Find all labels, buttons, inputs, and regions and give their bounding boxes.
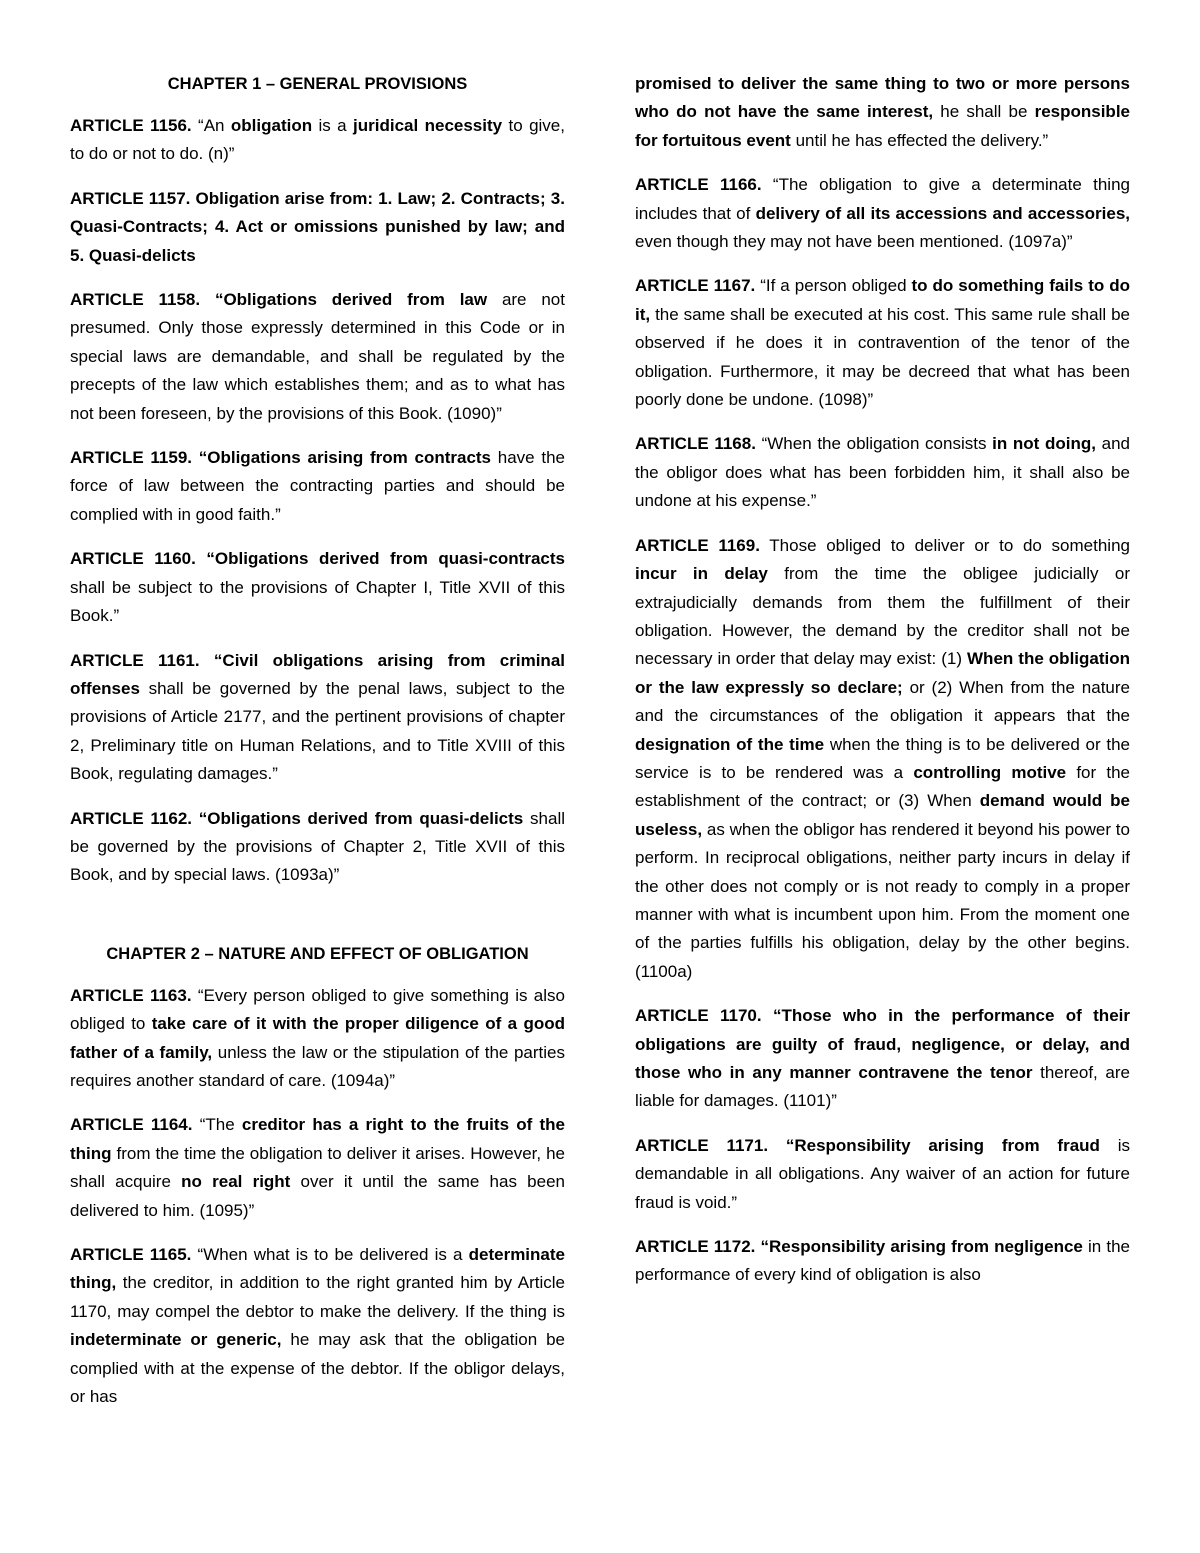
article-bold-text: “Obligations arising from contracts <box>192 448 492 468</box>
article-1156 <box>70 112 565 169</box>
article-label: ARTICLE 1157. <box>70 188 191 208</box>
article-label: ARTICLE 1161. <box>70 650 200 670</box>
article-text: “An <box>191 116 231 135</box>
article-bold-text: determinate thing, <box>70 1245 565 1293</box>
article-text: or (2) When from the nature and the circumstances of the obligation it appears that the <box>635 677 1130 726</box>
article-bold-text: in not doing, <box>992 434 1096 454</box>
right-column <box>635 70 1130 1306</box>
article-label: ARTICLE 1171. <box>635 1135 769 1155</box>
article-text: “When what is to be delivered is a <box>191 1245 469 1264</box>
article-text: “If a person obliged <box>755 276 912 296</box>
article-label: ARTICLE 1168. <box>635 434 756 454</box>
article-text: for the establishment of the contract; or (3) When <box>635 762 1130 811</box>
article-bold-text: “Obligations derived from quasi-delicts <box>192 808 524 828</box>
article-bold-text: promised to deliver the same thing to two or more persons who do not have the same interest, <box>635 74 1130 122</box>
article-text: the creditor, in addition to the right granted him by Article 1170, may compel the debtor to make the delivery. If the thing is <box>70 1273 565 1321</box>
article-bold-text: indeterminate or generic, <box>70 1330 282 1350</box>
article-label: ARTICLE 1160. <box>70 549 196 569</box>
article-text: and the obligor does what has been forbidden him, it shall also be undone at his expense.” <box>635 434 1131 511</box>
article-label: ARTICLE 1163. <box>70 985 192 1005</box>
article-1164 <box>70 1111 565 1225</box>
article-1169 <box>635 532 1130 987</box>
article-text: have the force of law between the contracting parties and should be complied with in good faith.” <box>70 448 565 524</box>
article-1165-part2 <box>635 70 1130 155</box>
article-text: until he has effected the delivery.” <box>790 130 1049 150</box>
article-1158 <box>70 286 565 428</box>
article-text: he shall be <box>933 102 1035 122</box>
article-bold-text: no real right <box>181 1172 291 1192</box>
article-text: is demandable in all obligations. Any waiver of an action for future fraud is void.” <box>635 1135 1130 1212</box>
article-text: “When the obligation consists <box>755 434 993 454</box>
article-text: shall be governed by the provisions of Chapter 2, Title XVII of this Book, and by special laws. (1093a)” <box>70 808 565 885</box>
article-1163 <box>70 982 565 1096</box>
article-text: thereof, are liable for damages. (1101)” <box>635 1063 1131 1111</box>
article-text: shall be governed by the penal laws, subject to the provisions of Article 2177, and the pertinent provisions of chapter 2, Preliminary title on Human Relations, and to Title XVIII of this Book, regulating damages.” <box>70 678 565 784</box>
left-column <box>70 70 565 1411</box>
article-bold-text: When the obligation or the law expressly so declare; <box>635 649 1131 697</box>
chapter-spacer <box>70 906 565 940</box>
article-bold-text: Obligations derived from law <box>223 290 488 310</box>
article-text: as when the obligor has rendered it beyond his power to perform. In reciprocal obligations, neither party incurs in delay if the other does not comply or is not ready to comply in a proper manner with what is incumbent upon him. From the moment one of the parties fulfills his obligation, delay by the other begins. (1100a) <box>635 819 1130 981</box>
article-bold-text: creditor has a right to the fruits of the thing <box>70 1115 565 1163</box>
article-bold-text: responsible for fortuitous event <box>635 102 1130 150</box>
article-bold-text: designation of the time <box>635 734 825 754</box>
article-label: ARTICLE 1172. <box>635 1237 756 1257</box>
article-1167 <box>635 272 1130 414</box>
article-label: ARTICLE 1158. <box>70 290 201 310</box>
article-1160 <box>70 545 565 630</box>
article-text: to give, to do or not to do. (n)” <box>70 116 565 164</box>
article-bold-text: “Obligations derived from quasi-contracts <box>195 549 565 569</box>
article-text: from the time the obligee judicially or extrajudicially demands from them the fulfillment of their obligation. However, the demand by the creditor shall not be necessary in order that delay may exist: (1) <box>635 564 1130 669</box>
article-1162 <box>70 805 565 890</box>
article-text: “The obligation to give a determinate thing includes that of <box>635 175 1130 223</box>
article-1170 <box>635 1002 1130 1116</box>
article-text: from the time the obligation to deliver it arises. However, he shall acquire <box>70 1143 565 1192</box>
article-bold-text: juridical necessity <box>353 116 503 135</box>
chapter2-heading: CHAPTER 2 – NATURE AND EFFECT OF OBLIGATION <box>106 944 529 963</box>
article-bold-text: delivery of all its accessions and accessories, <box>755 203 1130 223</box>
article-text: is a <box>312 116 354 135</box>
article-bold-text: obligation <box>230 116 313 135</box>
article-bold-text: take care of it with the proper diligence of a good father of a family, <box>70 1014 565 1062</box>
article-text: “ <box>200 290 224 310</box>
article-text: Those obliged to deliver or to do something <box>759 535 1130 555</box>
article-label: ARTICLE 1159. <box>70 448 193 468</box>
article-label: ARTICLE 1162. <box>70 808 193 828</box>
article-label: ARTICLE 1156. <box>70 116 192 135</box>
article-1168 <box>635 430 1130 515</box>
article-bold-text: incur in delay <box>635 564 768 584</box>
article-text: shall be subject to the provisions of Chapter I, Title XVII of this Book.” <box>70 577 565 626</box>
article-label: ARTICLE 1164. <box>70 1115 193 1135</box>
article-label: ARTICLE 1165. <box>70 1245 192 1264</box>
article-text: unless the law or the stipulation of the parties requires another standard of care. (1094a)” <box>70 1042 565 1090</box>
article-1159 <box>70 444 565 529</box>
article-text: even though they may not have been mentioned. (1097a)” <box>635 232 1073 252</box>
article-text: “Every person obliged to give something is also obliged to <box>70 985 565 1034</box>
article-text: in the performance of every kind of obligation is also <box>635 1237 1130 1285</box>
article-1166 <box>635 171 1130 256</box>
article-bold-text: “Those who in the performance of their obligations are guilty of fraud, negligence, or delay, and those who in any manner contravene the tenor <box>635 1006 1130 1082</box>
article-bold-text: “Civil obligations arising from criminal offenses <box>70 650 565 698</box>
article-label: ARTICLE 1169. <box>635 535 760 555</box>
article-1172 <box>635 1233 1130 1290</box>
article-text: over it until the same has been delivered to him. (1095)” <box>70 1172 565 1220</box>
article-bold-text: demand would be useless, <box>635 791 1131 839</box>
article-bold-text: “Responsibility arising from fraud <box>768 1135 1100 1155</box>
article-text: are not presumed. Only those expressly determined in this Code or in special laws are demandable, and shall be regulated by the precepts of the law which establishes them; and as to what has not been foreseen, by the provisions of this Book. (1090)” <box>70 290 565 423</box>
article-label: ARTICLE 1170. <box>635 1006 762 1026</box>
article-1165-part1 <box>70 1241 565 1411</box>
article-bold-text: controlling motive <box>913 762 1067 782</box>
article-label: ARTICLE 1167. <box>635 276 756 296</box>
article-bold-text: Obligation arise from: 1. Law; 2. Contracts; 3. Quasi-Contracts; 4. Act or omissions punished by law; and 5. Quasi-delicts <box>70 188 565 265</box>
article-text: the same shall be executed at his cost. This same rule shall be observed if he does it in contravention of the tenor of the obligation. Furthermore, it may be decreed that what has been poorly done be undone. (1098)” <box>635 304 1130 410</box>
article-label: ARTICLE 1166. <box>635 175 762 195</box>
article-text: he may ask that the obligation be complied with at the expense of the debtor. If the obligor delays, or has <box>70 1330 565 1407</box>
article-bold-text: “Responsibility arising from negligence <box>755 1237 1083 1257</box>
article-text: “The <box>192 1115 242 1135</box>
chapter1-heading: CHAPTER 1 – GENERAL PROVISIONS <box>167 75 468 93</box>
article-1171 <box>635 1132 1130 1217</box>
article-bold-text: to do something fails to do it, <box>635 276 1130 324</box>
article-text: when the thing is to be delivered or the service is to be rendered was a <box>635 734 1130 782</box>
article-1157 <box>70 185 565 270</box>
article-1161 <box>70 647 565 789</box>
